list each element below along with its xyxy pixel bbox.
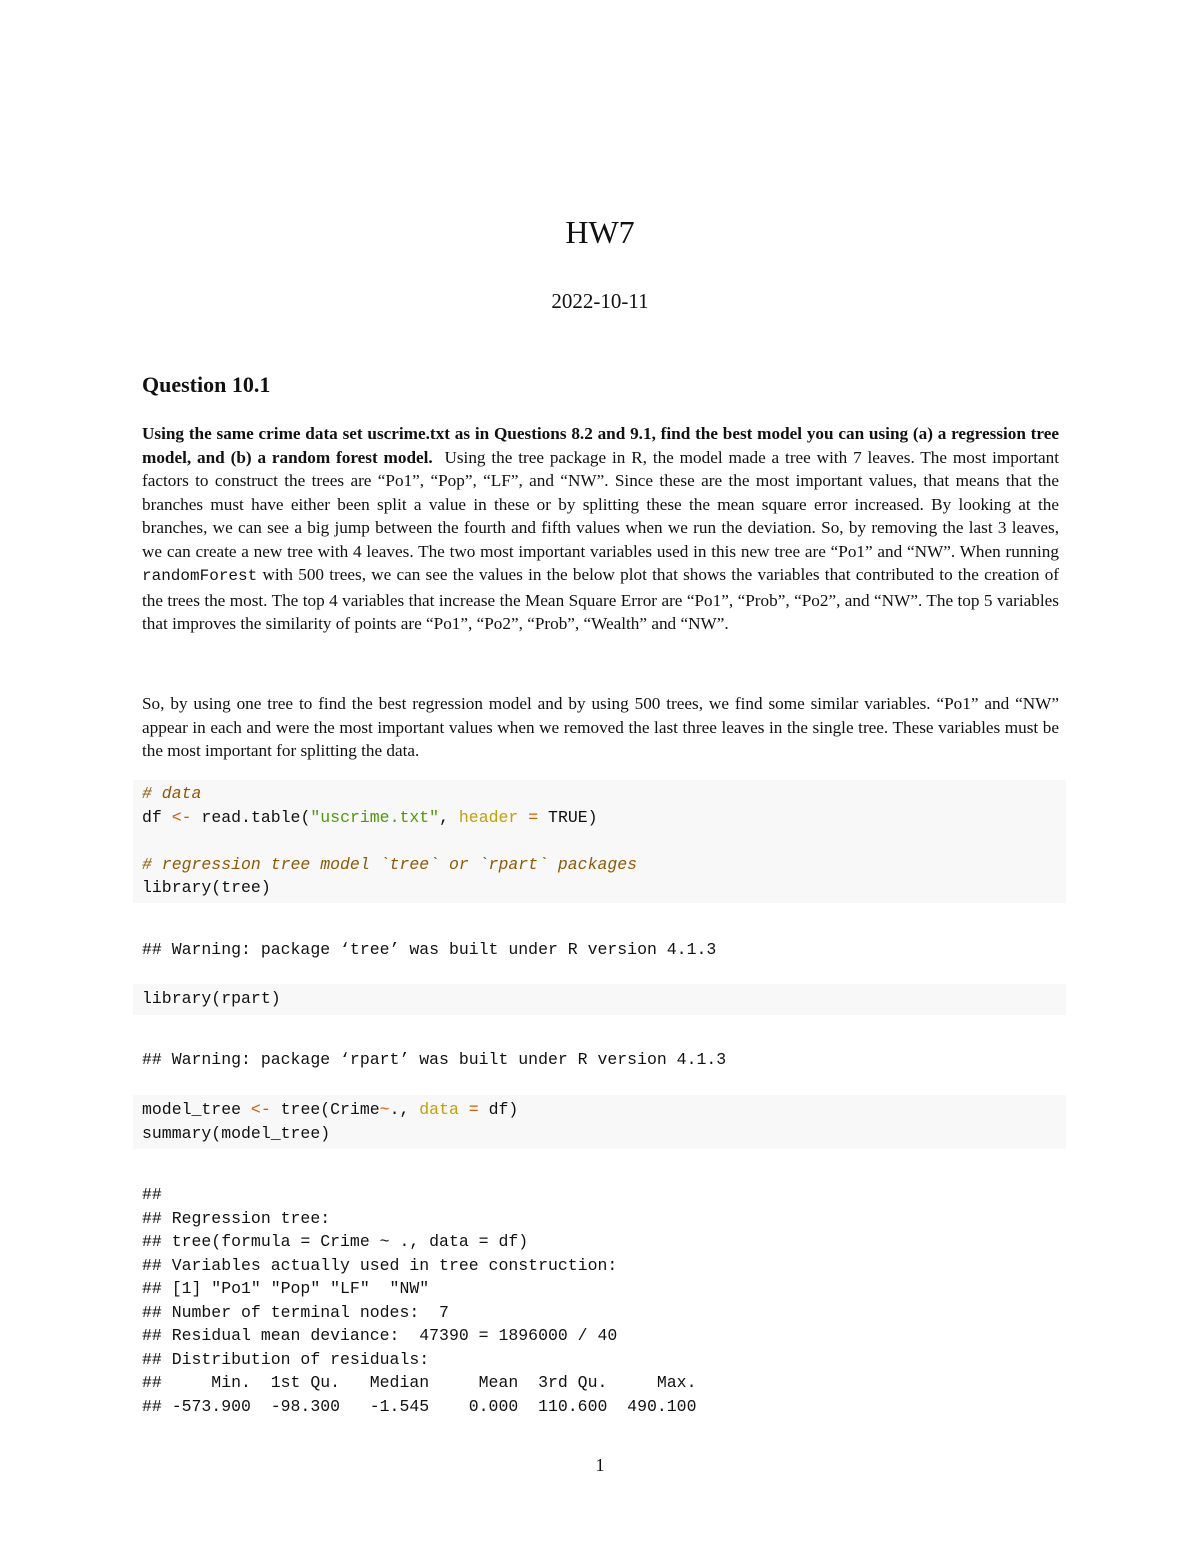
code-comment-tree: # regression tree model `tree` or `rpart` packages (142, 854, 638, 874)
answer-text-b: with 500 trees, we can see the values in the below plot that shows the variables that contributed to the creation of the trees the most. The top 4 variables that increase the Mean Square Error are “Po1”, “Prob”, “Po2”, and “NW”. The top 5 variables that improves the similarity of points are “Po1”, “Po2”, “Prob”, “Wealth” and “NW”. (142, 565, 1060, 633)
code-comment-data: # data (142, 784, 202, 803)
question-prompt: Using the same crime data set uscrime.txt as in Questions 8.2 and 9.1, find the best model you can using (a) a regression tree model, and (b) a random forest model. (142, 424, 1059, 467)
output-line: ## [1] "Po1" "Pop" "LF" "NW" (142, 1279, 430, 1298)
inline-code-randomforest: randomForest (142, 567, 258, 585)
output-line: ## (142, 1185, 162, 1204)
code-line-library-rpart: library(rpart) (142, 989, 281, 1008)
answer-paragraph-2: So, by using one tree to find the best regression model and by using 500 trees, we find some similar variables. “Po1” and “NW” appear in each and were the most important values when we removed the last three leaves in the single tree. These variables must be the most important for splitting the data. (142, 694, 1059, 760)
answer-text-a: Using the tree package in R, the model made a tree with 7 leaves. The most important factors to construct the trees are “Po1”, “Pop”, “LF”, and “NW”. Since these are the most important values, that means that the branches must have either been split a value in these or by splitting these the mean square error increased. By looking at the branches, we can see a big jump between the fourth and fifth values when we run the deviation. So, by removing the last 3 leaves, we can create a new tree with 4 leaves. The two most important variables used in this new tree are “Po1” and “NW”. When running (142, 447, 1059, 561)
output-line: ## tree(formula = Crime ~ ., data = df) (142, 1232, 529, 1251)
document-date: 2022-10-11 (551, 289, 649, 313)
output-summary (142, 1183, 697, 1418)
code-line-summary: summary(model_tree) (142, 1123, 331, 1143)
output-line: ## Distribution of residuals: (142, 1349, 430, 1369)
document-title: HW7 (565, 214, 635, 250)
output-line: ## Number of terminal nodes: 7 (142, 1302, 449, 1322)
output-line: ## -573.900 -98.300 -1.545 0.000 110.600 490.100 (142, 1396, 697, 1416)
answer-paragraph-1 (142, 422, 1059, 636)
code-block-2 (133, 984, 1066, 1015)
question-heading: Question 10.1 (142, 372, 271, 397)
code-block-3: model_tree <- tree(Crime~., data = df) summary(model_tree) (133, 1095, 1066, 1149)
output-line: ## Min. 1st Qu. Median Mean 3rd Qu. Max. (142, 1373, 697, 1392)
output-line: ## Variables actually used in tree construction: (142, 1255, 618, 1275)
output-line: ## Regression tree: (142, 1208, 331, 1228)
output-warning-rpart: ## Warning: package ‘rpart’ was built under R version 4.1.3 (142, 1050, 727, 1069)
page-number: 1 (595, 1455, 605, 1475)
code-line-library-tree: library(tree) (142, 878, 271, 897)
output-warning-tree: ## Warning: package ‘tree’ was built under R version 4.1.3 (142, 940, 717, 959)
code-block-1: # data df <- read.table("uscrime.txt", header = TRUE) # regression tree model `tree` or `rpart` packages library(tree) (133, 780, 1066, 903)
output-line: ## Residual mean deviance: 47390 = 1896000 / 40 (142, 1326, 618, 1345)
